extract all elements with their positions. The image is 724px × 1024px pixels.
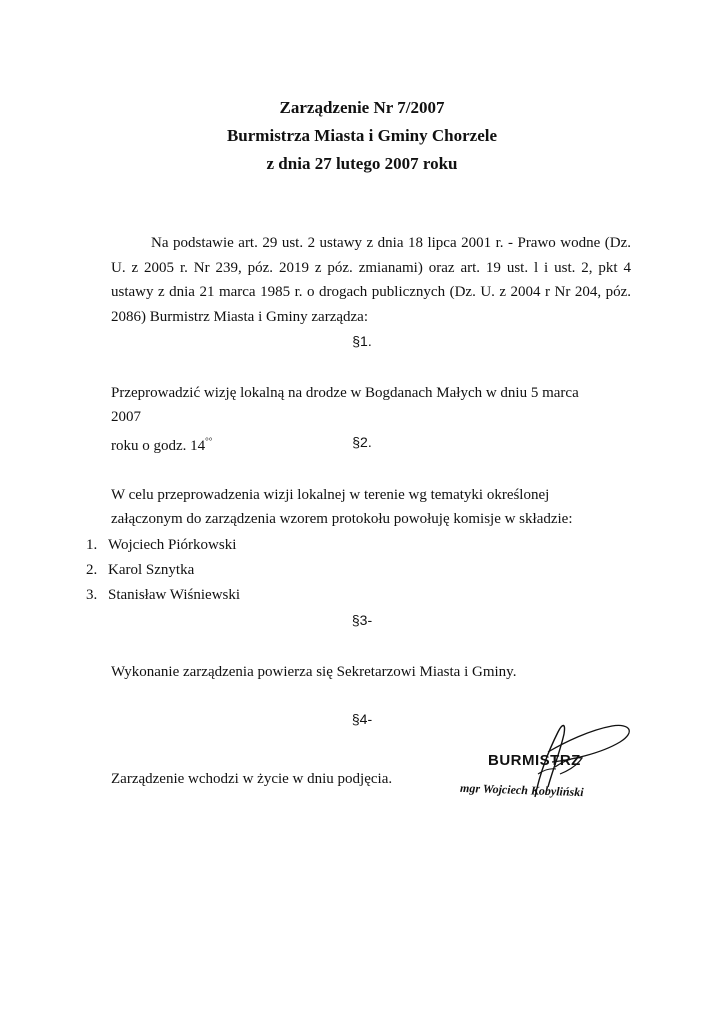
- committee-member-list: [86, 533, 240, 608]
- section-3-mark: §3-: [351, 612, 373, 628]
- legal-basis-text: Na podstawie art. 29 ust. 2 ustawy z dnia 18 lipca 2001 r. - Prawo wodne (Dz. U. z 2005 r. Nr 239, póz. 2019 z póz. zmianami) oraz art. 19 ust. l i ust. 2, pkt 4 ustawy z dnia 21 marca 1985 r. o drogach publicznych (Dz. U. z 2004 r Nr 204, póz. 2086) Burmistrz Miasta i Gminy zarządza:: [111, 235, 631, 325]
- list-item-name: Karol Sznytka: [108, 562, 195, 578]
- list-item: [86, 558, 240, 583]
- stamp-name: mgr Wojciech Kobyliński: [459, 780, 584, 800]
- list-item-number: 3.: [86, 587, 98, 603]
- section-4-mark: §4-: [351, 711, 373, 727]
- section-1-mark: §1.: [352, 333, 372, 349]
- list-item: [86, 533, 240, 558]
- ordinance-date: z dnia 27 lutego 2007 roku: [266, 154, 458, 173]
- section-1-time: roku o godz. 14: [111, 438, 206, 454]
- section-4-text: Zarządzenie wchodzi w życie w dniu podjęcia.: [111, 771, 393, 787]
- section-2-text-block: [111, 483, 616, 531]
- legal-basis-paragraph: [111, 231, 631, 329]
- ordinance-number: Zarządzenie Nr 7/2007: [279, 98, 445, 117]
- list-item-name: Wojciech Piórkowski: [108, 537, 237, 553]
- document-header: [0, 94, 724, 178]
- section-2-mark: §2.: [352, 434, 372, 450]
- list-item-number: 1.: [86, 537, 98, 553]
- list-item: [86, 583, 240, 608]
- section-3-text: Wykonanie zarządzenia powierza się Sekretarzowi Miasta i Gminy.: [111, 664, 517, 680]
- ordinance-issuer: Burmistrza Miasta i Gminy Chorzele: [226, 126, 498, 145]
- list-item-name: Stanisław Wiśniewski: [108, 587, 241, 603]
- section-1-time-superscript: °°: [205, 436, 213, 446]
- section-2-text: W celu przeprowadzenia wizji lokalnej w terenie wg tematyki określonej załączonym do zarządzenia wzorem protokołu powołuję komisje w składzie:: [111, 487, 573, 527]
- section-1-line-1: Przeprowadzić wizję lokalną na drodze w Bogdanach Małych w dniu 5 marca 2007: [111, 385, 579, 425]
- section-3-text-block: [111, 660, 611, 684]
- stamp-title: BURMISTRZ: [488, 752, 581, 769]
- list-item-number: 2.: [86, 562, 98, 578]
